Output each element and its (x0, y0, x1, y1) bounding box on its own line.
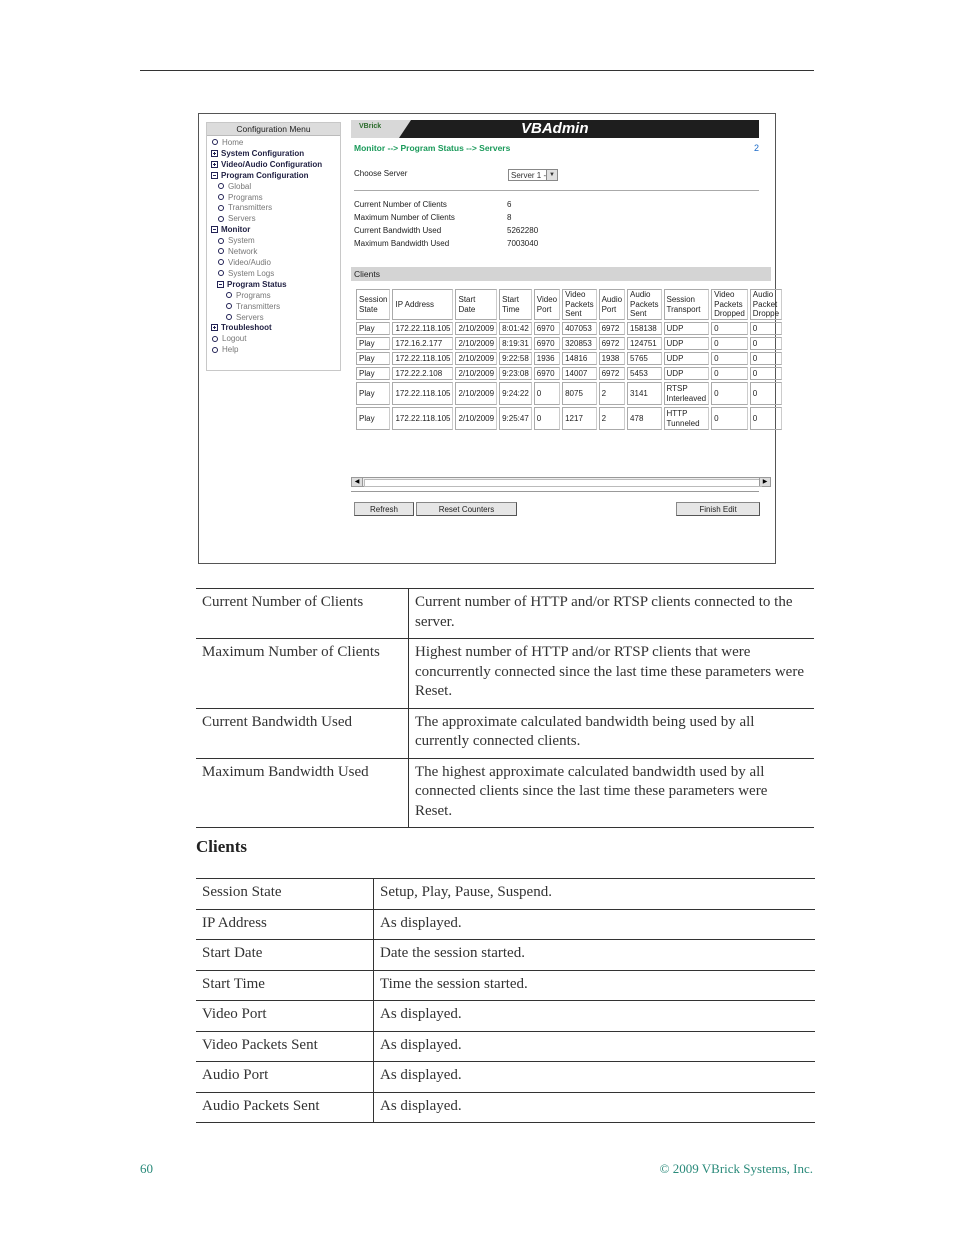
page-number: 60 (140, 1161, 153, 1176)
menu-item-transmitters[interactable]: Transmitters (207, 203, 340, 214)
table-cell: 1938 (599, 352, 625, 365)
table-cell: 9:24:22 (499, 382, 532, 405)
breadcrumb: Monitor --> Program Status --> Servers (354, 143, 511, 153)
table-cell: 0 (534, 407, 560, 430)
table-cell: 6970 (534, 367, 560, 380)
term-cell: Audio Port (196, 1062, 374, 1093)
term-cell: Maximum Number of Clients (196, 639, 409, 709)
table-cell: UDP (664, 367, 710, 380)
desc-cell: Current number of HTTP and/or RTSP clients connected to the server. (415, 594, 793, 630)
column-header: IP Address (392, 289, 453, 320)
table-cell: 2/10/2009 (455, 322, 497, 335)
table-cell: 2/10/2009 (455, 352, 497, 365)
table-cell: Play (356, 337, 390, 350)
column-header: Session State (356, 289, 390, 320)
table-cell: Play (356, 367, 390, 380)
table-cell: 0 (750, 382, 782, 405)
table-cell: 0 (711, 337, 748, 350)
table-cell: 1217 (562, 407, 596, 430)
table-cell: 158138 (627, 322, 661, 335)
menu-item-programs[interactable]: Programs (207, 193, 340, 204)
table-cell: 172.22.118.105 (392, 382, 453, 405)
desc-cell: The approximate calculated bandwidth being used by all currently connected clients. (415, 713, 755, 749)
stat-value: 5262280 (507, 226, 539, 235)
table-cell: 478 (627, 407, 661, 430)
table-row (196, 708, 814, 758)
table-cell: 5453 (627, 367, 661, 380)
table-row (196, 639, 814, 709)
stat-value: 6 (507, 200, 512, 209)
table-row (196, 909, 815, 940)
table-cell: 0 (750, 322, 782, 335)
table-cell: HTTP Tunneled (664, 407, 710, 430)
column-header: Audio Port (599, 289, 625, 320)
stat-value: 7003040 (507, 239, 539, 248)
bullet-icon (226, 292, 232, 298)
desc-cell: The highest approximate calculated bandwidth used by all connected clients since the last time these parameters were Reset. (415, 763, 768, 819)
reset-counters-button[interactable]: Reset Counters (416, 502, 517, 516)
bullet-icon (212, 139, 218, 145)
divider (354, 190, 759, 191)
menu-item-global[interactable]: Global (207, 182, 340, 193)
horizontal-scrollbar[interactable] (351, 477, 771, 487)
table-cell: UDP (664, 337, 710, 350)
help-link[interactable]: 2 (754, 143, 760, 153)
app-title: VBAdmin (521, 120, 589, 137)
scroll-left-icon[interactable]: ◀ (352, 478, 363, 486)
table-cell: 6972 (599, 337, 625, 350)
bullet-icon (218, 205, 224, 211)
desc-cell: Time the session started. (380, 975, 528, 992)
bullet-icon (218, 248, 224, 254)
menu-item-status-transmitters[interactable]: Transmitters (207, 302, 340, 313)
table-cell: 0 (750, 337, 782, 350)
menu-item-video-audio-configuration[interactable]: Video/Audio Configuration (207, 160, 340, 171)
bullet-icon (218, 238, 224, 244)
stat-row (354, 198, 538, 211)
table-cell: 0 (711, 382, 748, 405)
clients-table (354, 287, 784, 432)
table-row (356, 337, 782, 350)
bullet-icon (218, 216, 224, 222)
table-cell: 2 (599, 382, 625, 405)
scroll-right-icon[interactable]: ▶ (759, 478, 770, 486)
desc-cell: As displayed. (380, 1097, 462, 1114)
stat-value: 8 (507, 213, 512, 222)
expand-icon[interactable] (211, 324, 218, 331)
bullet-icon (218, 183, 224, 189)
column-header: Video Packets Sent (562, 289, 596, 320)
table-cell: 2/10/2009 (455, 407, 497, 430)
stat-label: Current Number of Clients (354, 200, 447, 209)
table-cell: 9:25:47 (499, 407, 532, 430)
server-stats (354, 198, 538, 250)
table-cell: 6970 (534, 322, 560, 335)
expand-icon[interactable] (211, 161, 218, 168)
term-cell: Current Number of Clients (196, 589, 409, 639)
table-cell: 2/10/2009 (455, 337, 497, 350)
table-cell: 8075 (562, 382, 596, 405)
table-cell: Play (356, 382, 390, 405)
table-row (196, 589, 814, 639)
table-row (196, 970, 815, 1001)
table-cell: 6970 (534, 337, 560, 350)
table-cell: 124751 (627, 337, 661, 350)
desc-cell: Highest number of HTTP and/or RTSP clients that were concurrently connected since the last time these parameters were Reset. (415, 644, 804, 699)
table-cell: Play (356, 322, 390, 335)
table-cell: 8:19:31 (499, 337, 532, 350)
table-cell: 172.22.118.105 (392, 352, 453, 365)
table-cell: 320853 (562, 337, 596, 350)
table-cell: 2 (599, 407, 625, 430)
menu-item-program-status[interactable]: Program Status (207, 280, 340, 291)
table-row (196, 879, 815, 910)
table-cell: 0 (750, 407, 782, 430)
table-cell: 172.16.2.177 (392, 337, 453, 350)
term-cell: IP Address (196, 909, 374, 940)
menu-item-status-servers[interactable]: Servers (207, 313, 340, 324)
bullet-icon (226, 314, 232, 320)
table-cell: Play (356, 407, 390, 430)
table-cell: Play (356, 352, 390, 365)
server-select-value: Server 1 - (511, 171, 547, 180)
stat-row (354, 224, 538, 237)
server-select[interactable] (508, 169, 558, 181)
menu-item-help[interactable]: Help (207, 345, 340, 356)
clients-section-bar: Clients (351, 267, 771, 281)
bullet-icon (218, 194, 224, 200)
term-cell: Audio Packets Sent (196, 1092, 374, 1123)
table-cell: 172.22.118.105 (392, 322, 453, 335)
table-cell: 14816 (562, 352, 596, 365)
table-row (196, 758, 814, 828)
column-header: Video Port (534, 289, 560, 320)
parameters-table (196, 588, 814, 828)
table-cell: 9:22:58 (499, 352, 532, 365)
column-header: Start Date (455, 289, 497, 320)
stat-label: Maximum Number of Clients (354, 213, 455, 222)
bullet-icon (212, 336, 218, 342)
table-cell: RTSP Interleaved (664, 382, 710, 405)
term-cell: Video Port (196, 1001, 374, 1032)
stat-row (354, 237, 538, 250)
chevron-down-icon[interactable]: ▼ (546, 170, 557, 180)
clients-field-table (196, 878, 815, 1123)
menu-item-logout[interactable]: Logout (207, 334, 340, 345)
stat-label: Maximum Bandwidth Used (354, 239, 450, 248)
stat-row (354, 211, 538, 224)
configuration-menu-title: Configuration Menu (207, 123, 340, 136)
configuration-menu (206, 122, 341, 371)
table-cell: 3141 (627, 382, 661, 405)
menu-item-home[interactable]: Home (207, 138, 340, 149)
table-cell: 14007 (562, 367, 596, 380)
table-cell: 1936 (534, 352, 560, 365)
column-header: Start Time (499, 289, 532, 320)
column-header: Session Transport (664, 289, 710, 320)
bullet-icon (226, 303, 232, 309)
table-cell: 2/10/2009 (455, 382, 497, 405)
menu-item-servers[interactable]: Servers (207, 214, 340, 225)
menu-item-system[interactable]: System (207, 236, 340, 247)
divider (351, 491, 759, 492)
menu-item-monitor[interactable]: Monitor (207, 225, 340, 236)
table-row (356, 367, 782, 380)
term-cell: Start Time (196, 970, 374, 1001)
table-cell: UDP (664, 352, 710, 365)
bullet-icon (218, 270, 224, 276)
vbadmin-screenshot (198, 113, 780, 564)
bullet-icon (218, 259, 224, 265)
table-cell: 0 (750, 352, 782, 365)
column-header: Audio Packets Sent (627, 289, 661, 320)
table-row (356, 407, 782, 430)
table-cell: UDP (664, 322, 710, 335)
table-cell: 0 (711, 352, 748, 365)
table-row (356, 382, 782, 405)
vbrick-logo: VBrick (359, 123, 382, 130)
column-header: Audio Packet Droppe (750, 289, 782, 320)
table-row (196, 1092, 815, 1123)
finish-edit-button[interactable]: Finish Edit (676, 502, 760, 516)
table-row (196, 1031, 815, 1062)
collapse-icon[interactable] (217, 281, 224, 288)
term-cell: Maximum Bandwidth Used (196, 758, 409, 828)
menu-item-troubleshoot[interactable]: Troubleshoot (207, 323, 340, 334)
table-cell: 0 (711, 322, 748, 335)
refresh-button[interactable]: Refresh (354, 502, 414, 516)
table-row (196, 940, 815, 971)
menu-item-system-configuration[interactable]: System Configuration (207, 149, 340, 160)
desc-cell: Setup, Play, Pause, Suspend. (380, 884, 552, 900)
term-cell: Video Packets Sent (196, 1031, 374, 1062)
copyright: © 2009 VBrick Systems, Inc. (659, 1161, 813, 1176)
header-rule (140, 70, 814, 71)
term-cell: Start Date (196, 940, 374, 971)
term-cell: Session State (196, 879, 374, 910)
table-cell: 6972 (599, 367, 625, 380)
table-cell: 407053 (562, 322, 596, 335)
collapse-icon[interactable] (211, 226, 218, 233)
choose-server-label: Choose Server (354, 169, 408, 178)
menu-item-status-programs[interactable]: Programs (207, 291, 340, 302)
desc-cell: As displayed. (380, 1006, 462, 1022)
scroll-thumb[interactable] (364, 479, 762, 487)
menu-item-program-configuration[interactable]: Program Configuration (207, 171, 340, 182)
table-row (196, 1062, 815, 1093)
table-cell: 5765 (627, 352, 661, 365)
table-row (356, 352, 782, 365)
desc-cell: As displayed. (380, 1067, 462, 1083)
collapse-icon[interactable] (211, 172, 218, 179)
section-heading: Clients (196, 837, 247, 856)
menu-item-system-logs[interactable]: System Logs (207, 269, 340, 280)
desc-cell: Date the session started. (380, 945, 525, 961)
table-cell: 172.22.2.108 (392, 367, 453, 380)
clients-grid-viewport (354, 287, 780, 428)
table-cell: 8:01:42 (499, 322, 532, 335)
table-cell: 0 (534, 382, 560, 405)
desc-cell: As displayed. (380, 1036, 462, 1053)
table-cell: 6972 (599, 322, 625, 335)
table-cell: 0 (711, 407, 748, 430)
stat-label: Current Bandwidth Used (354, 226, 442, 235)
table-cell: 0 (711, 367, 748, 380)
menu-item-video-audio[interactable]: Video/Audio (207, 258, 340, 269)
menu-item-network[interactable]: Network (207, 247, 340, 258)
expand-icon[interactable] (211, 150, 218, 157)
table-row (196, 1001, 815, 1032)
table-cell: 0 (750, 367, 782, 380)
table-cell: 172.22.118.105 (392, 407, 453, 430)
bullet-icon (212, 347, 218, 353)
desc-cell: As displayed. (380, 914, 462, 931)
table-cell: 9:23:08 (499, 367, 532, 380)
term-cell: Current Bandwidth Used (196, 708, 409, 758)
column-header: Video Packets Dropped (711, 289, 748, 320)
table-row (356, 322, 782, 335)
vbadmin-header-bar (351, 120, 759, 138)
table-cell: 2/10/2009 (455, 367, 497, 380)
